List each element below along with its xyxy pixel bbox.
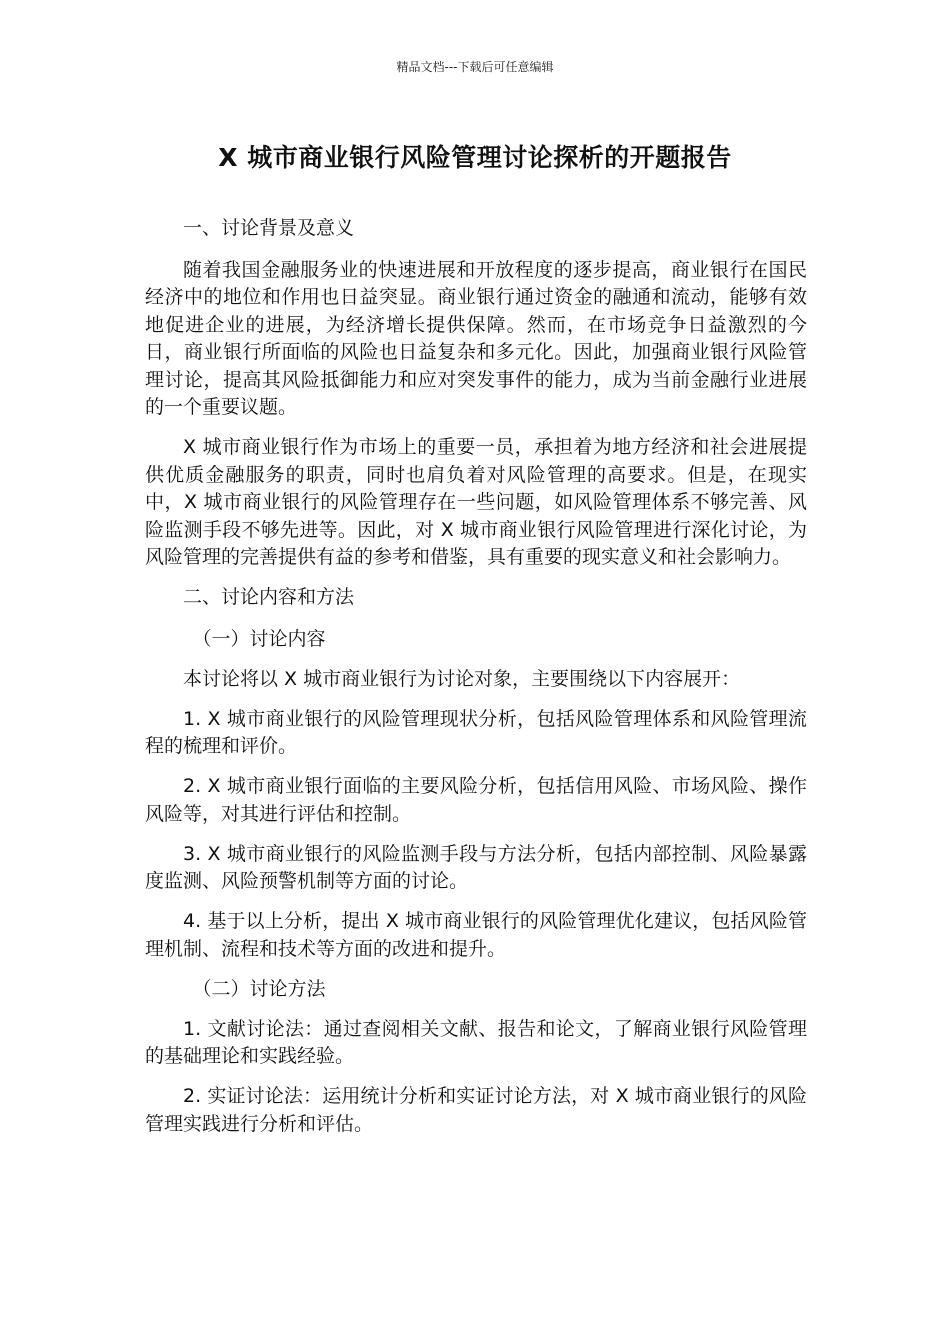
paragraph-content-intro: 本讨论将以 X 城市商业银行为讨论对象，主要围绕以下内容展开：	[183, 667, 741, 690]
list-item-content-3: 3. X 城市商业银行的风险监测手段与方法分析，包括内部控制、风险暴露度监测、风险预警机制等方面的讨论。	[145, 842, 807, 892]
list-item-content-4: 4. 基于以上分析，提出 X 城市商业银行的风险管理优化建议，包括风险管理机制、流程和技术等方面的改进和提升。	[145, 910, 807, 960]
list-item-method-1: 1. 文献讨论法：通过查阅相关文献、报告和论文，了解商业银行风险管理的基础理论和实践经验。	[145, 1017, 807, 1067]
section-heading-background: 一、讨论背景及意义	[183, 217, 355, 239]
list-item-content-2: 2. X 城市商业银行面临的主要风险分析，包括信用风险、市场风险、操作风险等，对其进行评估和控制。	[145, 775, 807, 825]
paragraph-background-1: 随着我国金融服务业的快速进展和开放程度的逐步提高，商业银行在国民经济中的地位和作用也日益突显。商业银行通过资金的融通和流动，能够有效地促进企业的进展，为经济增长提供保障。然而，在市场竞争日益激烈的今日，商业银行所面临的风险也日益复杂和多元化。因此，加强商业银行风险管理讨论，提高其风险抵御能力和应对突发事件的能力，成为当前金融行业进展的一个重要议题。	[145, 258, 807, 418]
paragraph-background-2: X 城市商业银行作为市场上的重要一员，承担着为地方经济和社会进展提供优质金融服务的职责，同时也肩负着对风险管理的高要求。但是，在现实中，X 城市商业银行的风险管理存在一些问题，如风险管理体系不够完善、风险监测手段不够先进等。因此，对 X 城市商业银行风险管理进行深化讨论，为风险管理的完善提供有益的参考和借鉴，具有重要的现实意义和社会影响力。	[145, 436, 807, 568]
document-body	[145, 215, 807, 1151]
list-item-content-1: 1. X 城市商业银行的风险管理现状分析，包括风险管理体系和风险管理流程的梳理和评价。	[145, 707, 807, 757]
subheading-method: （二）讨论方法	[192, 977, 326, 1000]
subheading-content: （一）讨论内容	[192, 627, 326, 650]
header-note: 精品文档---下载后可任意编辑	[396, 60, 554, 74]
section-heading-content-method: 二、讨论内容和方法	[183, 586, 355, 608]
list-item-method-2: 2. 实证讨论法：运用统计分析和实证讨论方法，对 X 城市商业银行的风险管理实践进行分析和评估。	[145, 1085, 807, 1135]
page-title: X 城市商业银行风险管理讨论探析的开题报告	[218, 143, 732, 172]
